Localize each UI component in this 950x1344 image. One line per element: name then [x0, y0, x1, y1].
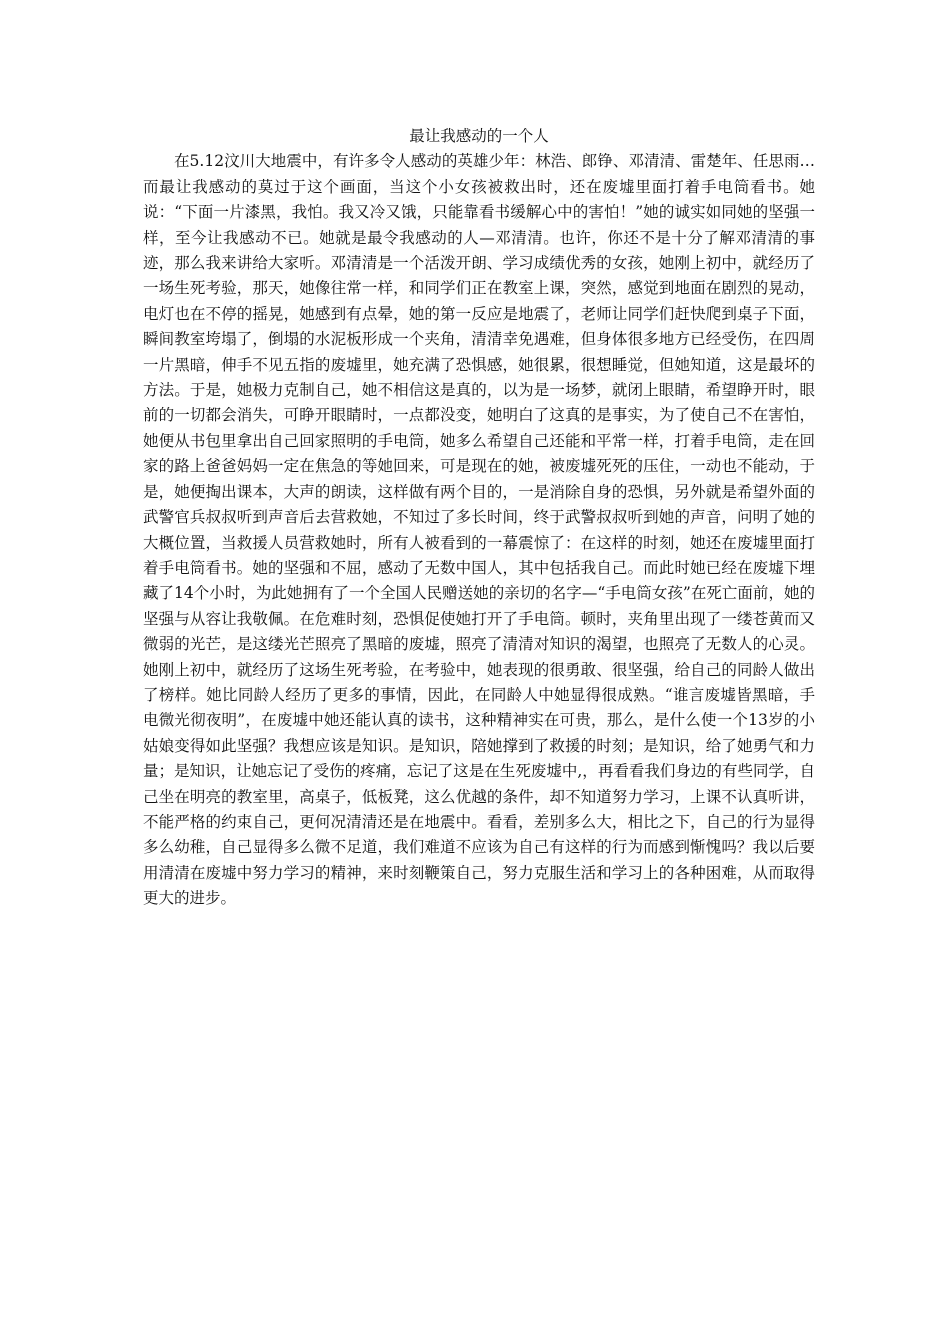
document-content: [143, 124, 815, 912]
document-body-paragraph: 在5.12汶川大地震中，有许多令人感动的英雄少年：林浩、郎铮、邓清清、雷楚年、任思雨…而最让我感动的莫过于这个画面，当这个小女孩被救出时，还在废墟里面打着手电筒看书。她说：“下面一片漆黑，我怕。我又冷又饿，只能靠看书缓解心中的害怕！”她的诚实如同她的坚强一样，至今让我感动不已。她就是最令我感动的人—邓清清。也许，你还不是十分了解邓清清的事迹，那么我来讲给大家听。邓清清是一个活泼开朗、学习成绩优秀的女孩，她刚上初中，就经历了一场生死考验，那天，她像往常一样，和同学们正在教室上课，突然，感觉到地面在剧烈的晃动，电灯也在不停的摇晃，她感到有点晕，她的第一反应是地震了，老师让同学们赶快爬到桌子下面，瞬间教室垮塌了，倒塌的水泥板形成一个夹角，清清幸免遇难，但身体很多地方已经受伤，在四周一片黑暗，伸手不见五指的废墟里，她充满了恐惧感，她很累，很想睡觉，但她知道，这是最坏的方法。于是，她极力克制自己，她不相信这是真的，以为是一场梦，就闭上眼睛，希望睁开时，眼前的一切都会消失，可睁开眼睛时，一点都没变，她明白了这真的是事实，为了使自己不在害怕，她便从书包里拿出自己回家照明的手电筒，她多么希望自己还能和平常一样，打着手电筒，走在回家的路上爸爸妈妈一定在焦急的等她回来，可是现在的她，被废墟死死的压住，一动也不能动，于是，她便掏出课本，大声的朗读，这样做有两个目的，一是消除自身的恐惧，另外就是希望外面的武警官兵叔叔听到声音后去营救她，不知过了多长时间，终于武警叔叔听到她的声音，问明了她的大概位置，当救援人员营救她时，所有人被看到的一幕震惊了：在这样的时刻，她还在废墟里面打着手电筒看书。她的坚强和不屈，感动了无数中国人，其中包括我自己。而此时她已经在废墟下埋藏了14个小时，为此她拥有了一个全国人民赠送她的亲切的名字—“手电筒女孩”在死亡面前，她的坚强与从容让我敬佩。在危难时刻，恐惧促使她打开了手电筒。顿时，夹角里出现了一缕苍黄而又微弱的光芒，是这缕光芒照亮了黑暗的废墟，照亮了清清对知识的渴望，也照亮了无数人的心灵。她刚上初中，就经历了这场生死考验，在考验中，她表现的很勇敢、很坚强，给自己的同龄人做出了榜样。她比同龄人经历了更多的事情，因此，在同龄人中她显得很成熟。“谁言废墟皆黑暗，手电微光彻夜明”，在废墟中她还能认真的读书，这种精神实在可贵，那么，是什么使一个13岁的小姑娘变得如此坚强？我想应该是知识。是知识，陪她撑到了救援的时刻；是知识，给了她勇气和力量；是知识，让她忘记了受伤的疼痛，忘记了这是在生死废墟中,，再看看我们身边的有些同学，自己坐在明亮的教室里，高桌子，低板凳，这么优越的条件，却不知道努力学习，上课不认真听讲，不能严格的约束自己，更何况清清还是在地震中。看看，差别多么大，相比之下，自己的行为显得多么幼稚，自己显得多么微不足道，我们难道不应该为自己有这样的行为而感到惭愧吗？我以后要用清清在废墟中努力学习的精神，来时刻鞭策自己，努力克服生活和学习上的各种困难，从而取得更大的进步。: [143, 152, 815, 908]
document-title: 最让我感动的一个人: [409, 127, 549, 145]
